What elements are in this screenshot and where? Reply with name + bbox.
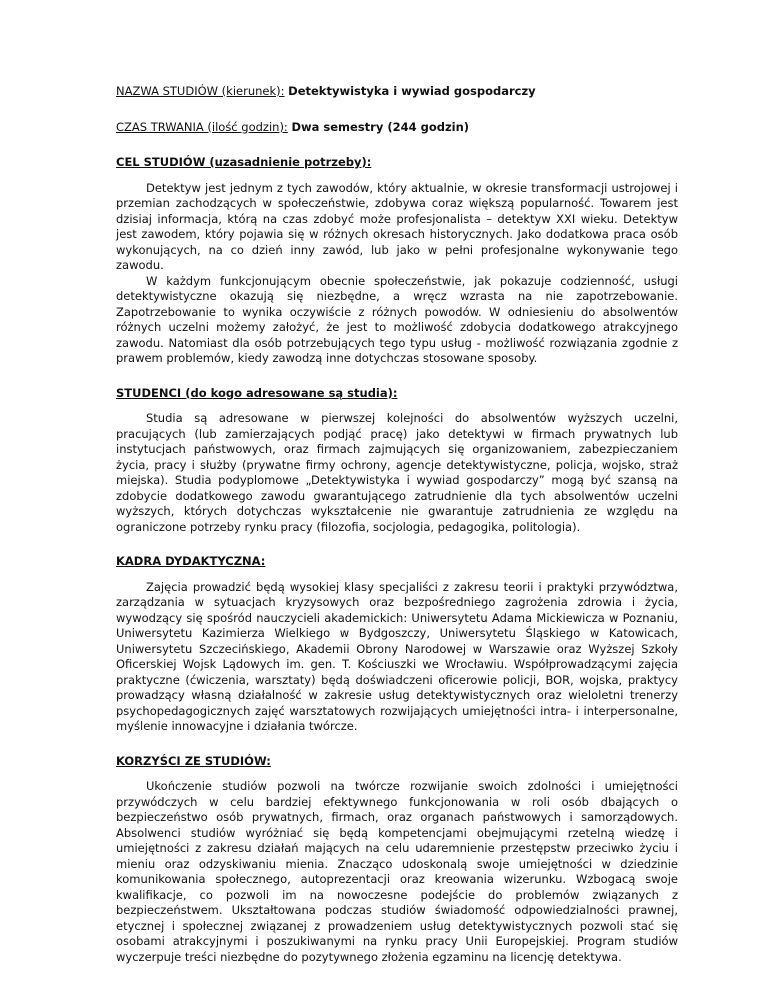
- staff-paragraph: Zajęcia prowadzić będą wysokiej klasy specjaliści z zakresu teorii i praktyki przywództwa, zarządzania w sytuacjach kryzysowych oraz bezpośredniego zagrożenia zdrowia i życia, wywodzący się spośród nauczycieli akademickich: Uniwersytetu Adama Mickiewicza w Poznaniu, Uniwersytetu Kazimierza Wielkiego w Bydgoszczy, Uniwersytetu Śląskiego w Katowicach, Uniwersytetu Szczecińskiego, Akademii Obrony Narodowej w Warszawie oraz Wyższej Szkoły Oficerskiej Wojsk Lądowych im. gen. T. Kościuszki we Wrocławiu. Współprowadzącymi zajęcia praktyczne (ćwiczenia, warsztaty) będą doświadczeni oficerowie policji, BOR, wojska, praktycy prowadzący własną działalność w zakresie usług detektywistycznych oraz wieloletni trenerzy psychopedagogicznych zajęć warsztatowych rozwijających umiejętności intra- i interpersonalne, myślenie innowacyjne i działania twórcze.: [116, 579, 678, 733]
- benefits-section: [116, 754, 678, 966]
- goal-section: [116, 155, 678, 367]
- document-page: [116, 84, 678, 984]
- goal-paragraph-1: Detektyw jest jednym z tych zawodów, który aktualnie, w okresie transformacji ustrojowej i przemian zachodzących w społeczeństwie, zdobywa coraz większą popularność. Towarem jest dzisiaj informacja, którą na czas zdobyć może profesjonalista – detektyw XXI wieku. Detektyw jest zawodem, który pojawia się w różnych okresach historycznych. Jako dodatkowa praca osób wykonujących, na co dzień inny zawód, lub jako w pełni profesjonalne wykonywanie tego zawodu.: [116, 180, 678, 272]
- duration-line: [116, 120, 678, 136]
- duration-label: CZAS TRWANIA (ilość godzin):: [116, 119, 288, 134]
- study-name-value: Detektywistyka i wywiad gospodarczy: [288, 84, 536, 98]
- staff-title: KADRA DYDAKTYCZNA:: [116, 554, 266, 568]
- staff-section: [116, 554, 678, 735]
- goal-title: CEL STUDIÓW (uzasadnienie potrzeby):: [116, 155, 372, 169]
- benefits-paragraph: Ukończenie studiów pozwoli na twórcze rozwijanie swoich zdolności i umiejętności przywódczych w celu bardziej efektywnego funkcjonowania w roli osób dbających o bezpieczeństwo osób prywatnych, firmach, oraz organach państwowych i samorządowych. Absolwenci studiów wyróżniać się będą kompetencjami obejmującymi rzetelną wiedzę i umiejętności z zakresu działań mających na celu udaremnienie przestępstw przeciwko życiu i mieniu oraz odzyskiwaniu mienia. Znacząco udoskonalą swoje umiejętności w dziedzinie komunikowania społecznego, autoprezentacji oraz kreowania wizerunku. Wzbogacą swoje kwalifikacje, co pozwoli im na nowoczesne podejście do problemów związanych z bezpieczeństwem. Ukształtowana podczas studiów świadomość odpowiedzialności prawnej, etycznej i społecznej związanej z prowadzeniem usług detektywistycznych pozwoli stać się osobami atrakcyjnymi i poszukiwanymi na rynku pracy Unii Europejskiej. Program studiów wyczerpuje treści niezbędne do pozytywnego złożenia egzaminu na licencję detektywa.: [116, 779, 678, 964]
- benefits-title: KORZYŚCI ZE STUDIÓW:: [116, 753, 271, 768]
- students-paragraph: Studia są adresowane w pierwszej kolejności do absolwentów wyższych uczelni, pracujących (lub zamierzających podjąć pracę) jako detektywi w firmach prywatnych lub instytucjach państwowych, oraz firmach zajmujących się organizowaniem, zabezpieczaniem życia, pracy i służby (prywatne firmy ochrony, agencje detektywistyczne, policja, wojsko, straż miejska). Studia podyplomowe „Detektywistyka i wywiad gospodarczy” mogą być szansą na zdobycie dodatkowego zawodu gwarantującego zatrudnienie dla tych absolwentów uczelni wyższych, których dotychczas wykształcenie nie gwarantuje zatrudnienia ze względu na ograniczone potrzeby rynku pracy (filozofia, socjologia, pedagogika, politologia).: [116, 411, 678, 534]
- students-section: [116, 386, 678, 536]
- goal-paragraph-2: W każdym funkcjonującym obecnie społeczeństwie, jak pokazuje codzienność, usługi detektywistyczne okazują się niezbędne, a wręcz wzrasta na nie zapotrzebowanie. Zapotrzebowanie to wynika oczywiście z różnych powodów. W odniesieniu do absolwentów różnych uczelni możemy założyć, że jest to możliwość zdobycia dodatkowego atrakcyjnego zawodu. Natomiast dla osób potrzebujących tego typu usług - możliwość rozwiązania zgodnie z prawem problemów, kiedy zawodzą inne dotychczas stosowane sposoby.: [116, 273, 678, 365]
- duration-value: Dwa semestry (244 godzin): [291, 119, 470, 134]
- study-name-label: NAZWA STUDIÓW (kierunek):: [116, 84, 285, 98]
- study-name-line: [116, 84, 678, 100]
- students-title: STUDENCI (do kogo adresowane są studia):: [116, 385, 398, 400]
